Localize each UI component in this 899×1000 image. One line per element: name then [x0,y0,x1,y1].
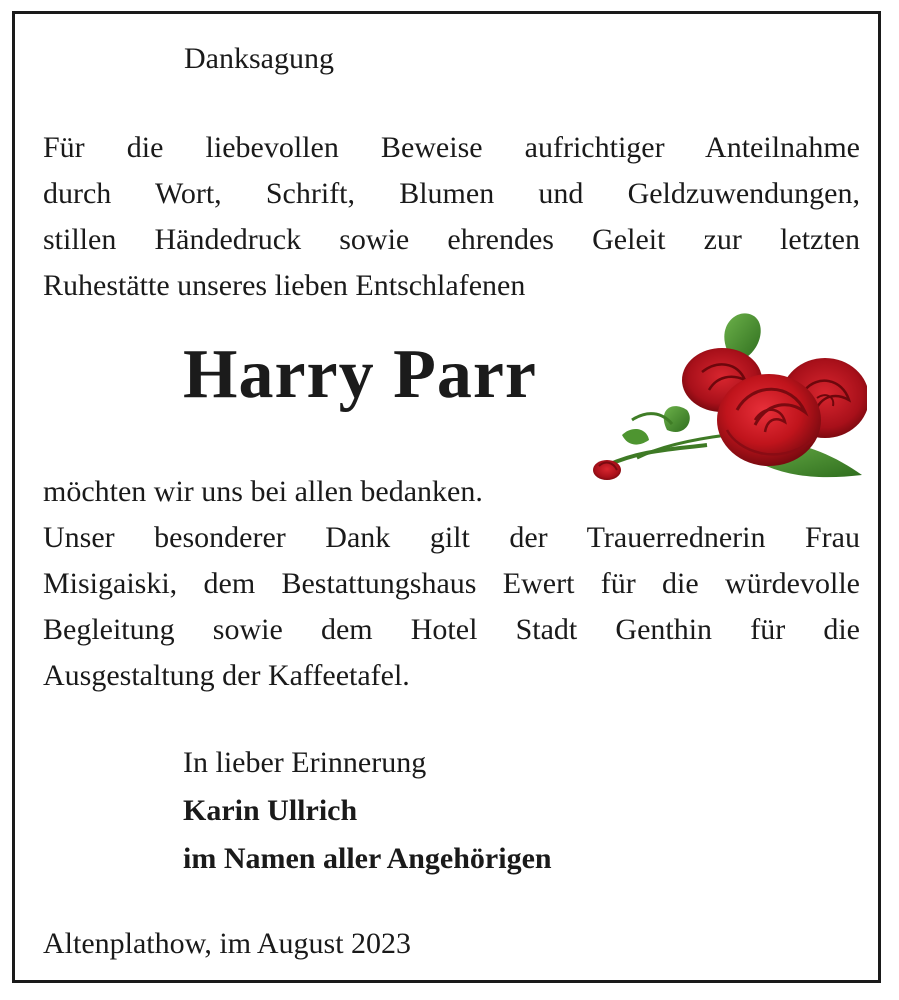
notice-heading: Danksagung [184,42,334,75]
body-line: Misigaiski, dem Bestattungshaus Ewert für die würdevolle [43,567,860,600]
notice-frame [12,11,881,983]
signature-block [183,739,552,883]
red-roses-icon [577,300,867,480]
intro-line: Für die liebevollen Beweise aufrichtiger Anteilnahme [43,131,860,164]
intro-paragraph [43,125,860,309]
body-line: Ausgestaltung der Kaffeetafel. [43,659,410,692]
signer-note: im Namen aller Angehörigen [183,842,552,875]
body-line: Unser besonderer Dank gilt der Trauerrednerin Frau [43,521,860,554]
body-line: Begleitung sowie dem Hotel Stadt Genthin für die [43,613,860,646]
body-line: möchten wir uns bei allen bedanken. [43,475,483,508]
place-date: Altenplathow, im August 2023 [43,927,412,960]
intro-line: stillen Händedruck sowie ehrendes Geleit zur letzten [43,223,860,256]
signer-name: Karin Ullrich [183,794,358,827]
closing-phrase: In lieber Erinnerung [183,746,427,779]
deceased-name: Harry Parr [183,336,537,413]
body-paragraph [43,469,860,699]
intro-line: Ruhestätte unseres lieben Entschlafenen [43,269,526,302]
intro-line: durch Wort, Schrift, Blumen und Geldzuwendungen, [43,177,860,210]
